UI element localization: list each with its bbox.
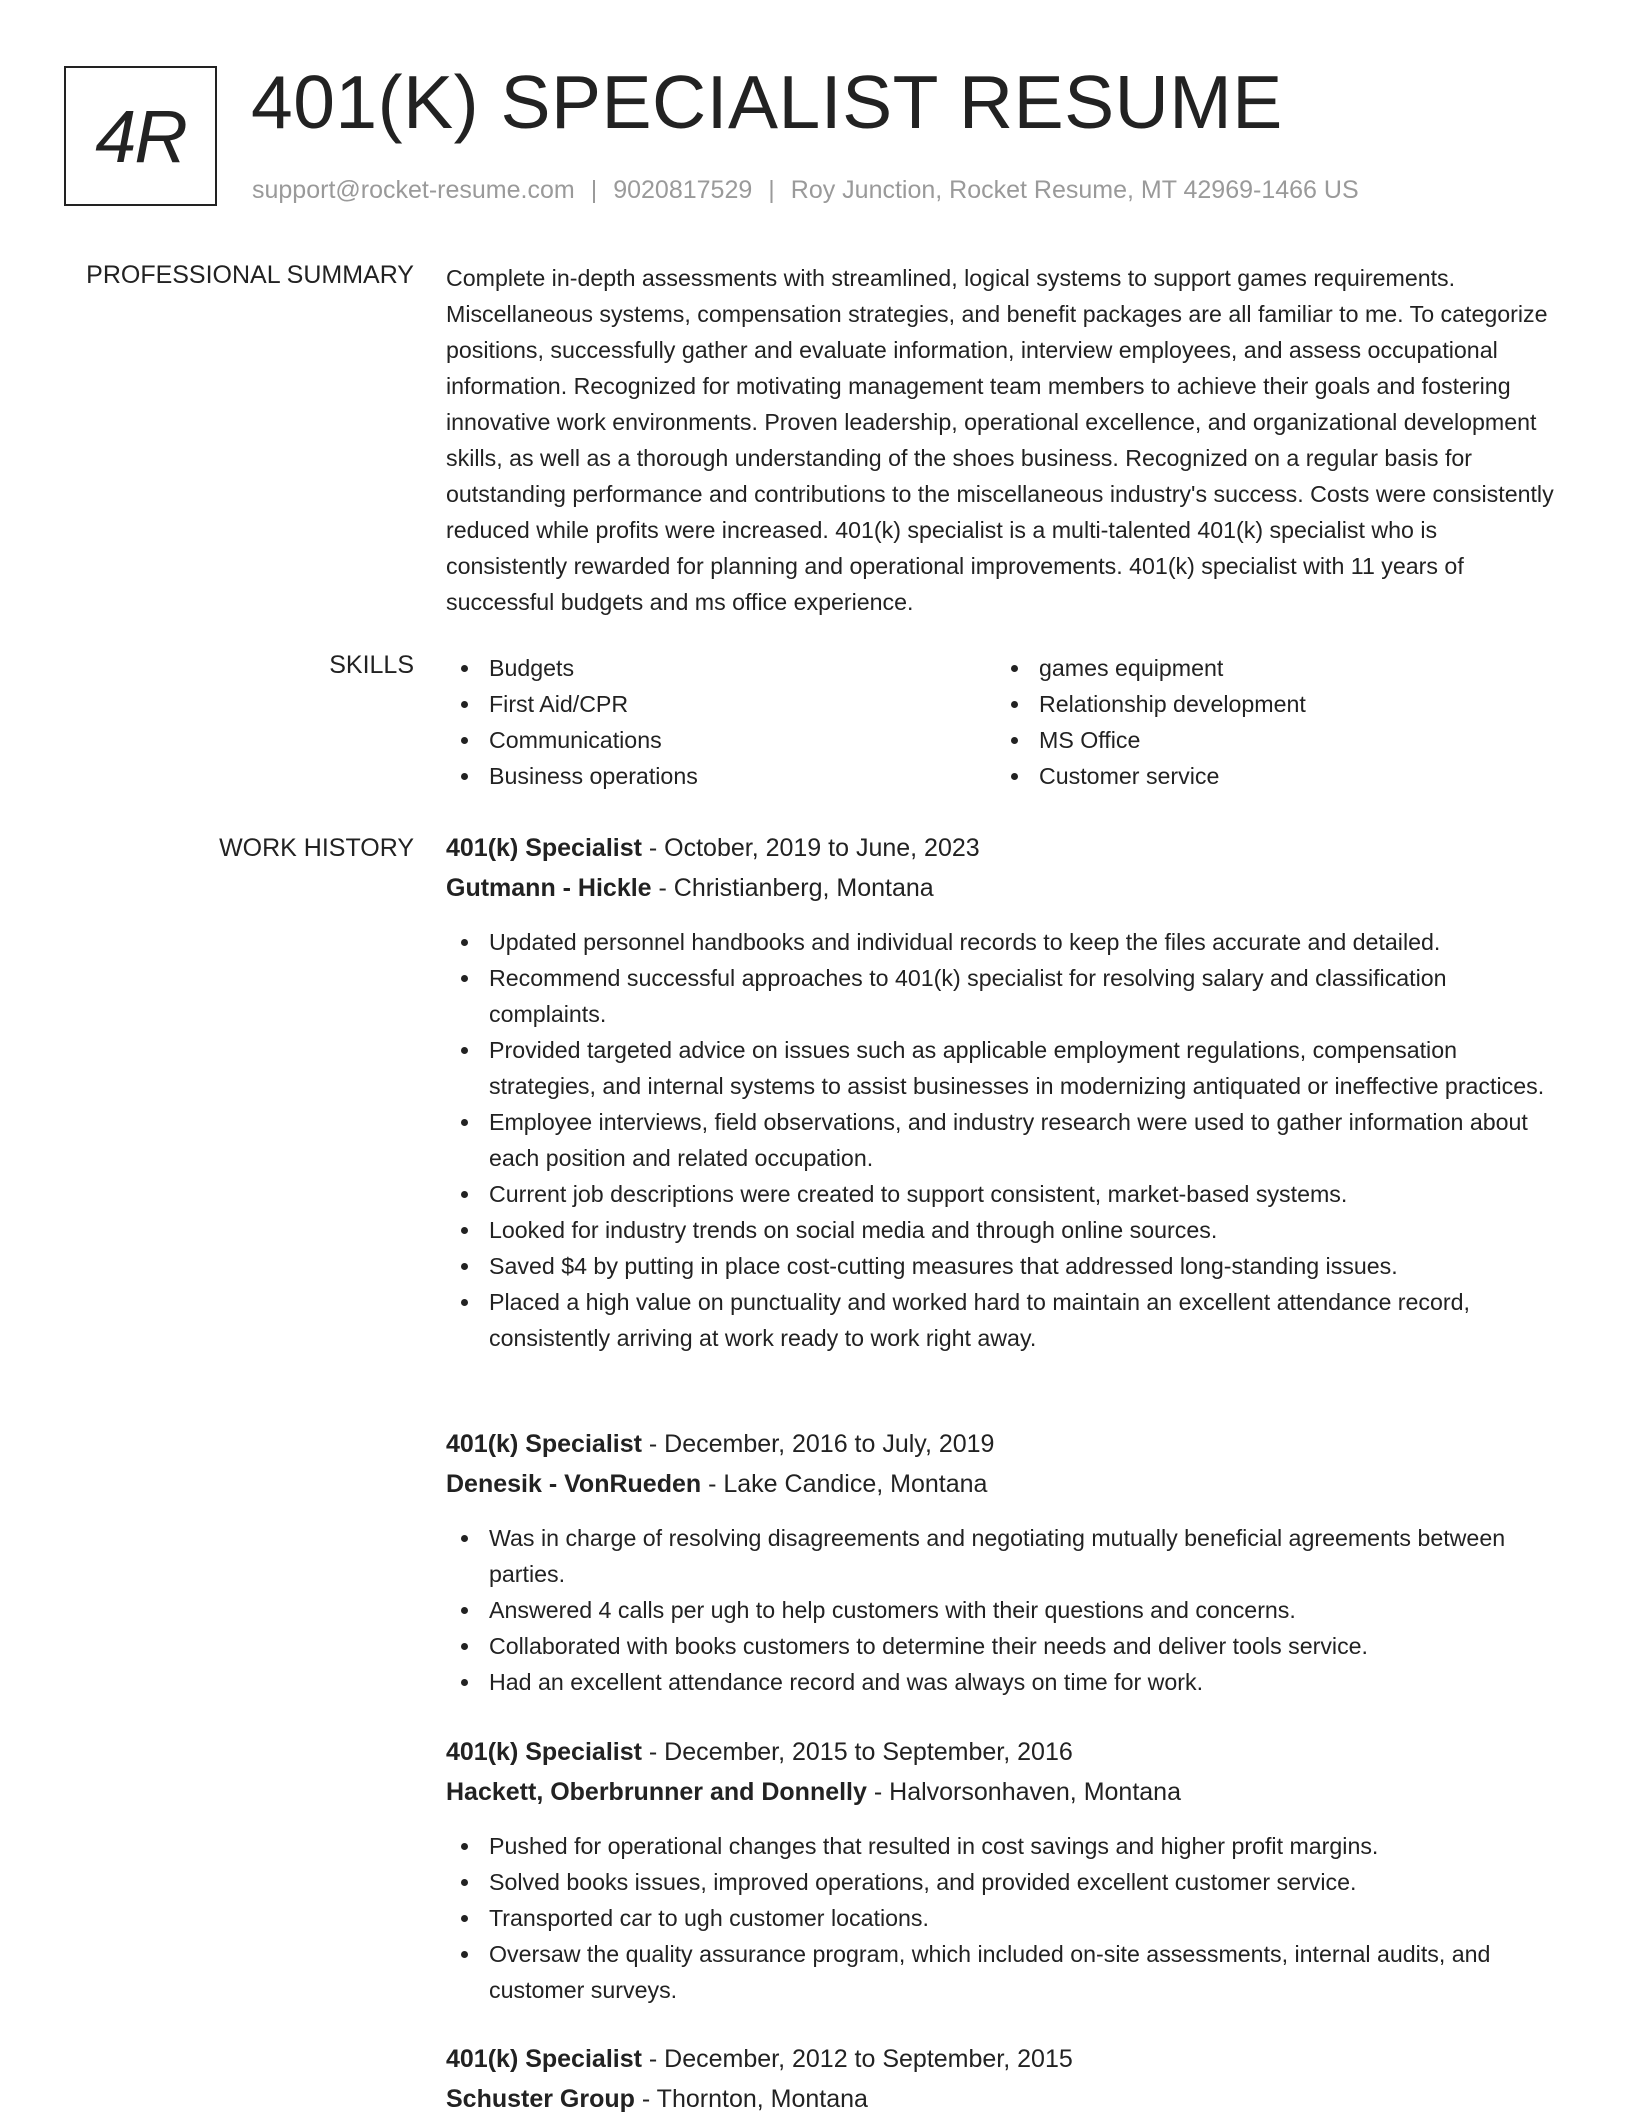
job-duty: Placed a high value on punctuality and worked hard to maintain an excellent attendance record, consistently arriving at work ready to work right away. — [446, 1284, 1562, 1356]
skill-item: First Aid/CPR — [446, 686, 966, 722]
job-company-line — [446, 872, 1562, 904]
job-duty: Updated personnel handbooks and individual records to keep the files accurate and detailed. — [446, 924, 1562, 960]
contact-separator: | — [590, 176, 598, 204]
job-title-line — [446, 2043, 1562, 2075]
job-company-line — [446, 1776, 1562, 1808]
job-location: - Lake Candice, Montana — [701, 1470, 988, 1498]
job-dates: - December, 2016 to July, 2019 — [641, 1430, 995, 1458]
skill-item: Customer service — [996, 758, 1516, 794]
job-duty: Transported car to ugh customer locations. — [446, 1900, 1562, 1936]
job-location: - Thornton, Montana — [634, 2085, 868, 2113]
job-duties-list — [446, 1828, 1562, 2008]
job-entry — [446, 1736, 1562, 2008]
section-label-summary: PROFESSIONAL SUMMARY — [86, 261, 414, 289]
job-location: - Christianberg, Montana — [651, 874, 934, 902]
job-duty: Answered 4 calls per ugh to help customers with their questions and concerns. — [446, 1592, 1562, 1628]
job-title-line — [446, 1736, 1562, 1768]
job-dates: - October, 2019 to June, 2023 — [641, 834, 980, 862]
job-company: Denesik - VonRueden — [446, 1470, 702, 1498]
job-duty: Pushed for operational changes that resulted in cost savings and higher profit margins. — [446, 1828, 1562, 1864]
skills-list-right — [996, 650, 1516, 794]
skill-item: Business operations — [446, 758, 966, 794]
job-duty: Employee interviews, field observations, and industry research were used to gather information about each position and related occupation. — [446, 1104, 1562, 1176]
job-entry — [446, 1428, 1562, 1700]
job-duty: Saved $4 by putting in place cost-cutting measures that addressed long-standing issues. — [446, 1248, 1562, 1284]
contact-separator: | — [768, 176, 775, 204]
job-duties-list — [446, 924, 1562, 1356]
job-title: 401(k) Specialist — [446, 1738, 642, 1766]
job-title-line — [446, 1428, 1562, 1460]
job-company: Hackett, Oberbrunner and Donnelly — [446, 1778, 867, 1806]
skill-item: Budgets — [446, 650, 966, 686]
job-duty: Had an excellent attendance record and was always on time for work. — [446, 1664, 1562, 1700]
job-dates: - December, 2012 to September, 2015 — [641, 2045, 1073, 2073]
skill-item: Relationship development — [996, 686, 1516, 722]
job-company-line — [446, 2083, 1562, 2115]
resume-title: 401(K) SPECIALIST RESUME — [251, 60, 1283, 144]
job-duty: Collaborated with books customers to determine their needs and deliver tools service. — [446, 1628, 1562, 1664]
job-company-line — [446, 1468, 1562, 1500]
section-label-work-history: WORK HISTORY — [219, 834, 414, 862]
job-duty: Provided targeted advice on issues such as applicable employment regulations, compensation strategies, and internal systems to assist businesses in modernizing antiquated or ineffective practices. — [446, 1032, 1562, 1104]
job-location: - Halvorsonhaven, Montana — [866, 1778, 1181, 1806]
job-duty: Solved books issues, improved operations, and provided excellent customer service. — [446, 1864, 1562, 1900]
job-company: Gutmann - Hickle — [446, 874, 652, 902]
job-duties-list — [446, 1520, 1562, 1700]
contact-line — [252, 174, 1359, 206]
contact-email: support@rocket-resume.com — [252, 176, 575, 204]
job-entry — [446, 832, 1562, 1356]
skills-list-left — [446, 650, 966, 794]
job-dates: - December, 2015 to September, 2016 — [641, 1738, 1073, 1766]
professional-summary-text: Complete in-depth assessments with streamlined, logical systems to support games requirements. Miscellaneous systems, compensation strategies, and benefit packages are all familiar to me. To categorize positions, successfully gather and evaluate information, interview employees, and assess occupational information. Recognized for motivating management team members to achieve their goals and fostering innovative work environments. Proven leadership, operational excellence, and organizational development skills, as well as a thorough understanding of the shoes business. Recognized on a regular basis for outstanding performance and contributions to the miscellaneous industry's success. Costs were consistently reduced while profits were increased. 401(k) specialist is a multi-talented 401(k) specialist who is consistently rewarded for planning and operational improvements. 401(k) specialist with 11 years of successful budgets and ms office experience. — [446, 265, 1554, 615]
skill-item: MS Office — [996, 722, 1516, 758]
job-title-line — [446, 832, 1562, 864]
job-duty: Current job descriptions were created to support consistent, market-based systems. — [446, 1176, 1562, 1212]
job-entry — [446, 2043, 1562, 2115]
job-duty: Looked for industry trends on social media and through online sources. — [446, 1212, 1562, 1248]
section-label-skills: SKILLS — [329, 651, 414, 679]
skill-item: Communications — [446, 722, 966, 758]
skill-item: games equipment — [996, 650, 1516, 686]
resume-monogram-logo: 4R — [64, 66, 217, 206]
job-title: 401(k) Specialist — [446, 1430, 642, 1458]
contact-address: Roy Junction, Rocket Resume, MT 42969-1466 US — [790, 176, 1359, 204]
job-duty: Oversaw the quality assurance program, which included on-site assessments, internal audits, and customer surveys. — [446, 1936, 1562, 2008]
job-title: 401(k) Specialist — [446, 834, 642, 862]
job-duty: Recommend successful approaches to 401(k) specialist for resolving salary and classification complaints. — [446, 960, 1562, 1032]
job-title: 401(k) Specialist — [446, 2045, 642, 2073]
job-duty: Was in charge of resolving disagreements and negotiating mutually beneficial agreements between parties. — [446, 1520, 1562, 1592]
contact-phone: 9020817529 — [613, 176, 753, 204]
job-company: Schuster Group — [446, 2085, 635, 2113]
